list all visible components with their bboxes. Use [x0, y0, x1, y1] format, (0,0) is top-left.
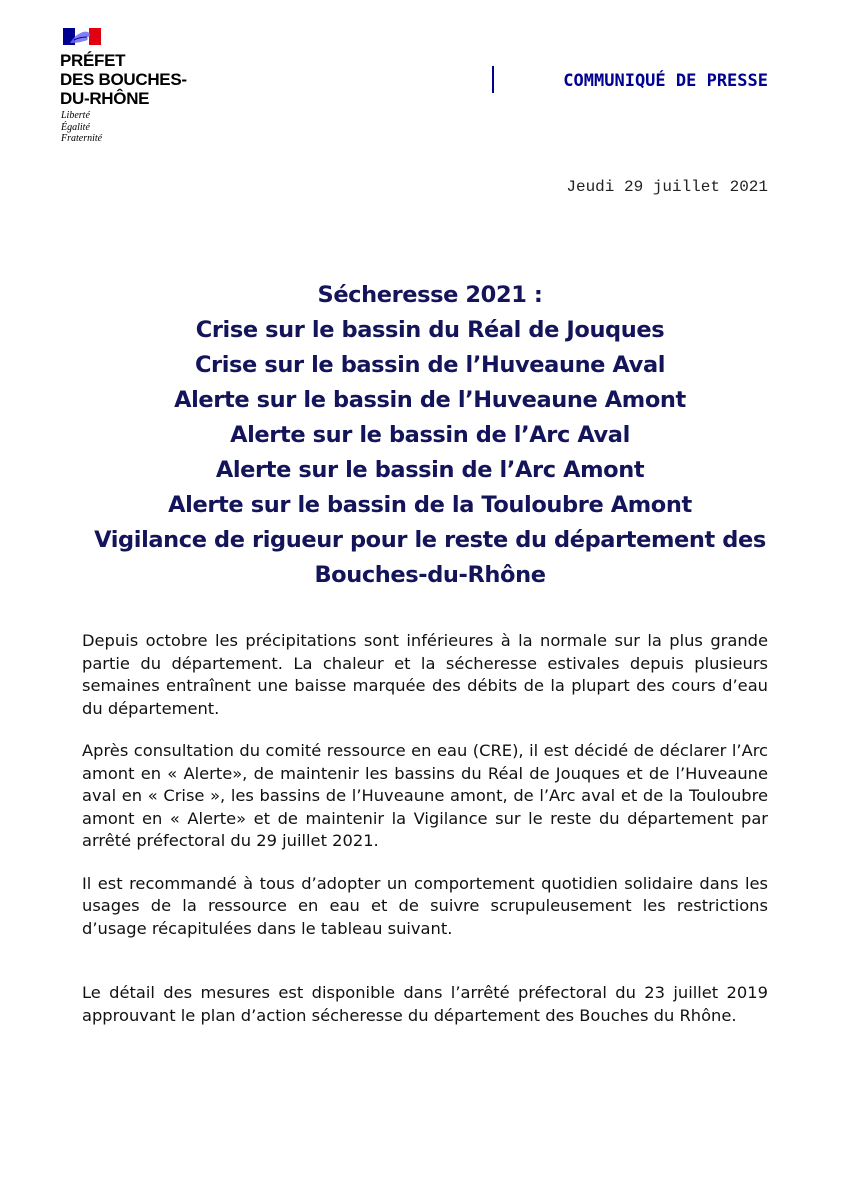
document-type: COMMUNIQUÉ DE PRESSE — [563, 71, 768, 91]
publication-date: Jeudi 29 juillet 2021 — [566, 178, 768, 196]
body-text — [82, 630, 768, 1047]
headline-line: Sécheresse 2021 : — [317, 282, 543, 308]
headline-line: Vigilance de rigueur pour le reste du département des — [94, 527, 766, 553]
headline-line: Alerte sur le bassin de l’Huveaune Amont — [174, 387, 686, 413]
header-divider — [492, 66, 494, 93]
org-line: PRÉFET — [60, 51, 126, 70]
organization-name — [60, 51, 260, 108]
headline-line: Alerte sur le bassin de la Touloubre Amont — [168, 492, 692, 518]
paragraph-recommendation: Il est recommandé à tous d’adopter un comportement quotidien solidaire dans les usages de la ressource en eau et de suivre scrupuleusement les restrictions d’usage récapitulées dans le tableau suivant. — [82, 873, 768, 938]
org-line: DES BOUCHES- — [60, 70, 187, 89]
motto-line: Fraternité — [61, 133, 103, 144]
org-line: DU-RHÔNE — [60, 89, 150, 108]
headline-line: Alerte sur le bassin de l’Arc Aval — [230, 422, 630, 448]
headline — [60, 278, 800, 593]
headline-line: Crise sur le bassin de l’Huveaune Aval — [194, 352, 666, 378]
republic-motto — [61, 110, 102, 145]
motto-line: Liberté — [61, 110, 90, 121]
headline-line: Crise sur le bassin du Réal de Jouques — [195, 317, 665, 343]
paragraph-context: Depuis octobre les précipitations sont inférieures à la normale sur la plus grande partie du département. La chaleur et la sécheresse estivales depuis plusieurs semaines entraînent une baisse marquée des débits de la plupart des cours d’eau du département. — [82, 631, 768, 718]
paragraph-decision: Après consultation du comité ressource en eau (CRE), il est décidé de déclarer l’Arc amont en « Alerte», de maintenir les bassins du Réal de Jouques et de l’Huveaune aval en « Crise », les bassins de l’Huveaune amont, de l’Arc aval et de la Touloubre amont en « Alerte» et de maintenir la Vigilance sur le reste du département par arrêté préfectoral du 29 juillet 2021. — [82, 741, 768, 850]
motto-line: Égalité — [61, 121, 90, 133]
paragraph-details: Le détail des mesures est disponible dans l’arrêté préfectoral du 23 juillet 2019 approuvant le plan d’action sécheresse du département des Bouches du Rhône. — [82, 983, 768, 1025]
marianne-flag-icon — [63, 28, 101, 45]
headline-line: Bouches-du-Rhône — [314, 562, 546, 588]
headline-line: Alerte sur le bassin de l’Arc Amont — [215, 457, 645, 483]
